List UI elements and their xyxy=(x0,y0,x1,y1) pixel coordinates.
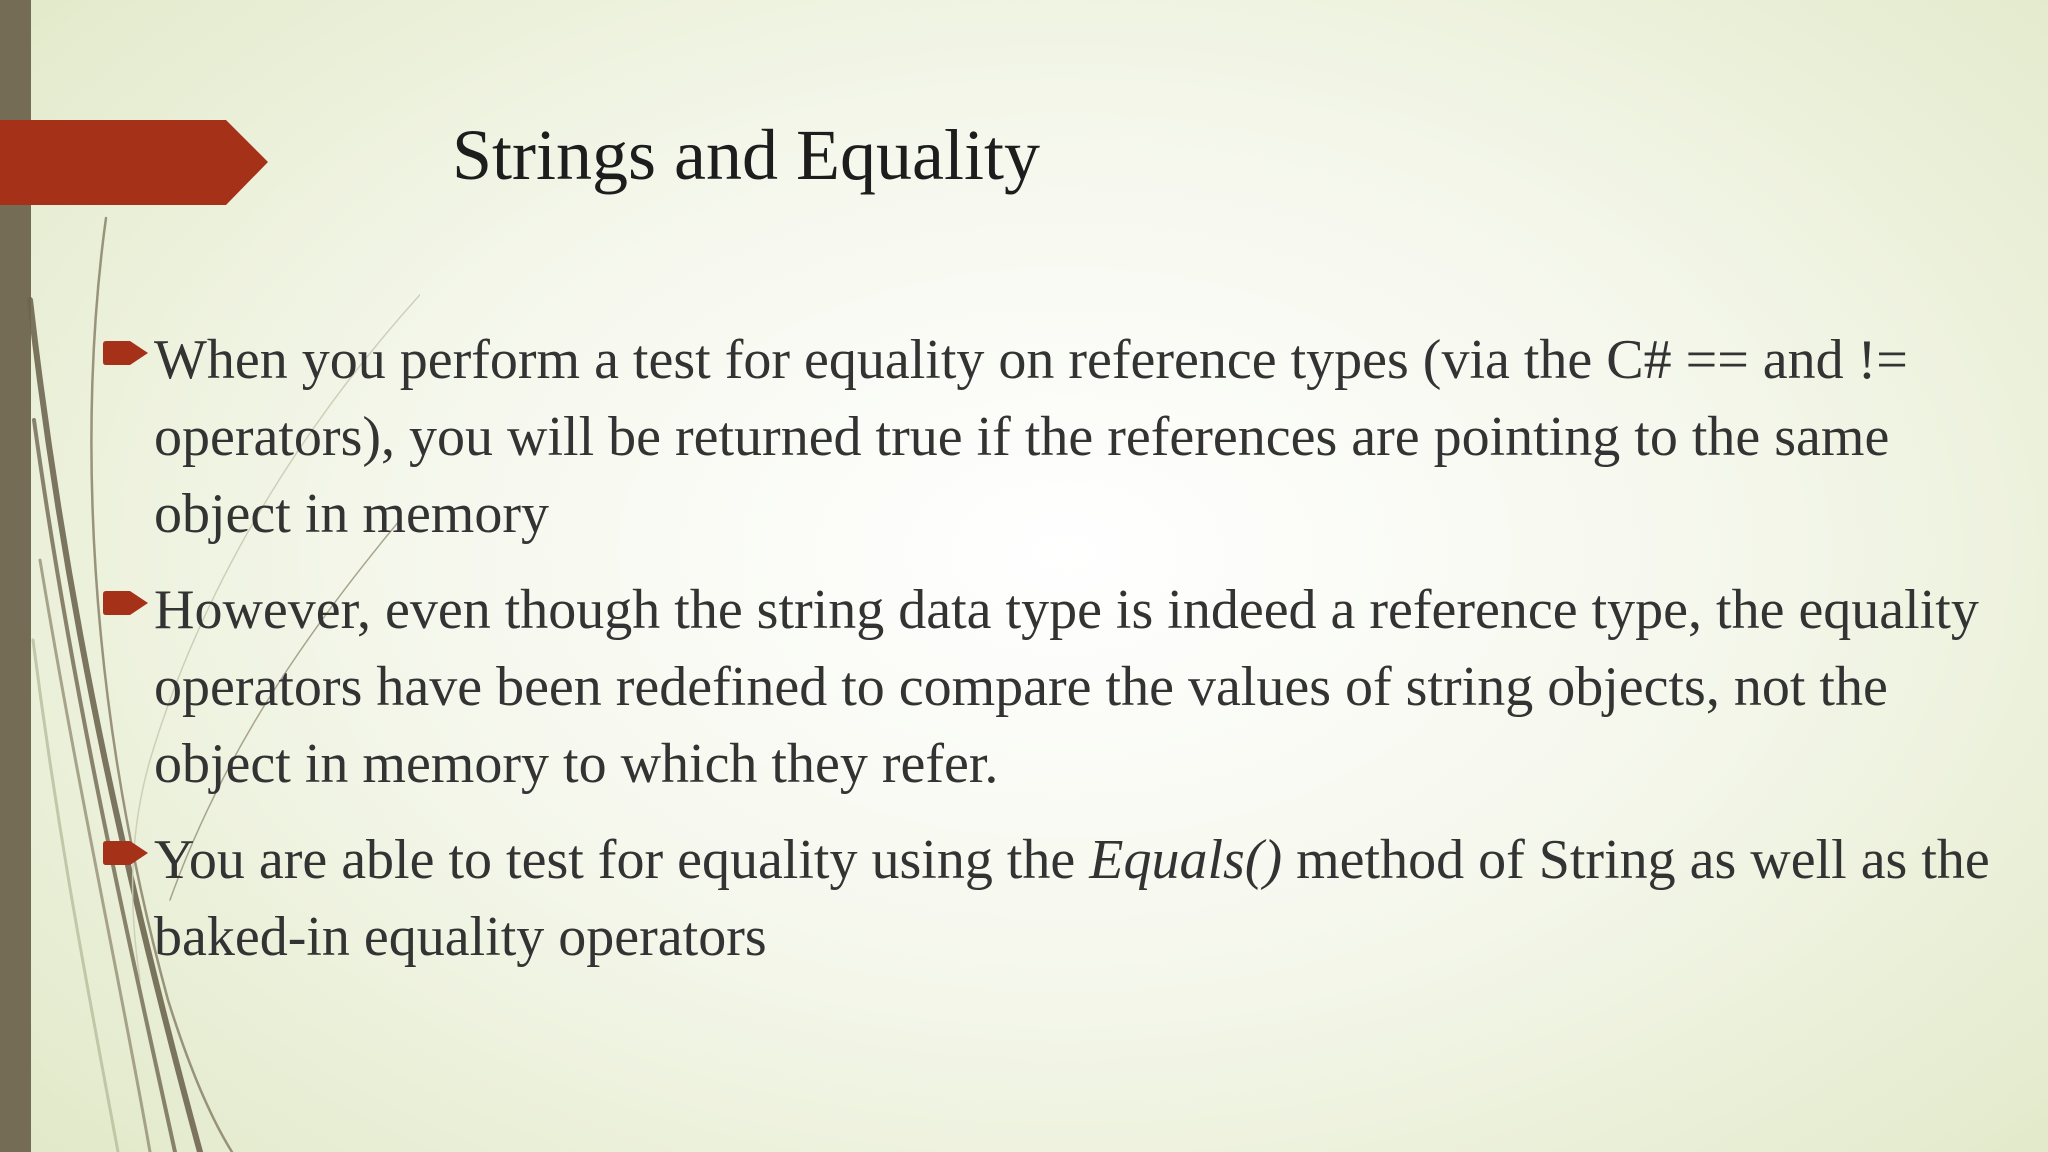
arrow-bullet-icon xyxy=(100,838,150,868)
bullet-text: When you perform a test for equality on reference types (via the C# == and != operators), you will be returned true if the references are pointing to the same object in memory xyxy=(154,329,1908,545)
arrow-bullet-icon xyxy=(100,338,150,368)
arrow-bullet-icon xyxy=(100,588,150,618)
bullet-item-1 xyxy=(100,322,2010,553)
bullet-item-2 xyxy=(100,572,2010,803)
bullet-list xyxy=(100,322,2010,995)
bullet-text: However, even though the string data type is indeed a reference type, the equality operators have been redefined to compare the values of string objects, not the object in memory to which they refer. xyxy=(154,579,1979,795)
slide-title: Strings and Equality xyxy=(452,115,1040,195)
title-accent-tab xyxy=(0,120,268,205)
bullet-item-3 xyxy=(100,822,2010,976)
bullet-text-after: method of String as well as the baked-in equality operators xyxy=(154,829,1990,968)
bullet-text-before: You are able to test for equality using the xyxy=(154,829,1090,891)
bullet-text-emphasis: Equals() xyxy=(1089,829,1283,891)
